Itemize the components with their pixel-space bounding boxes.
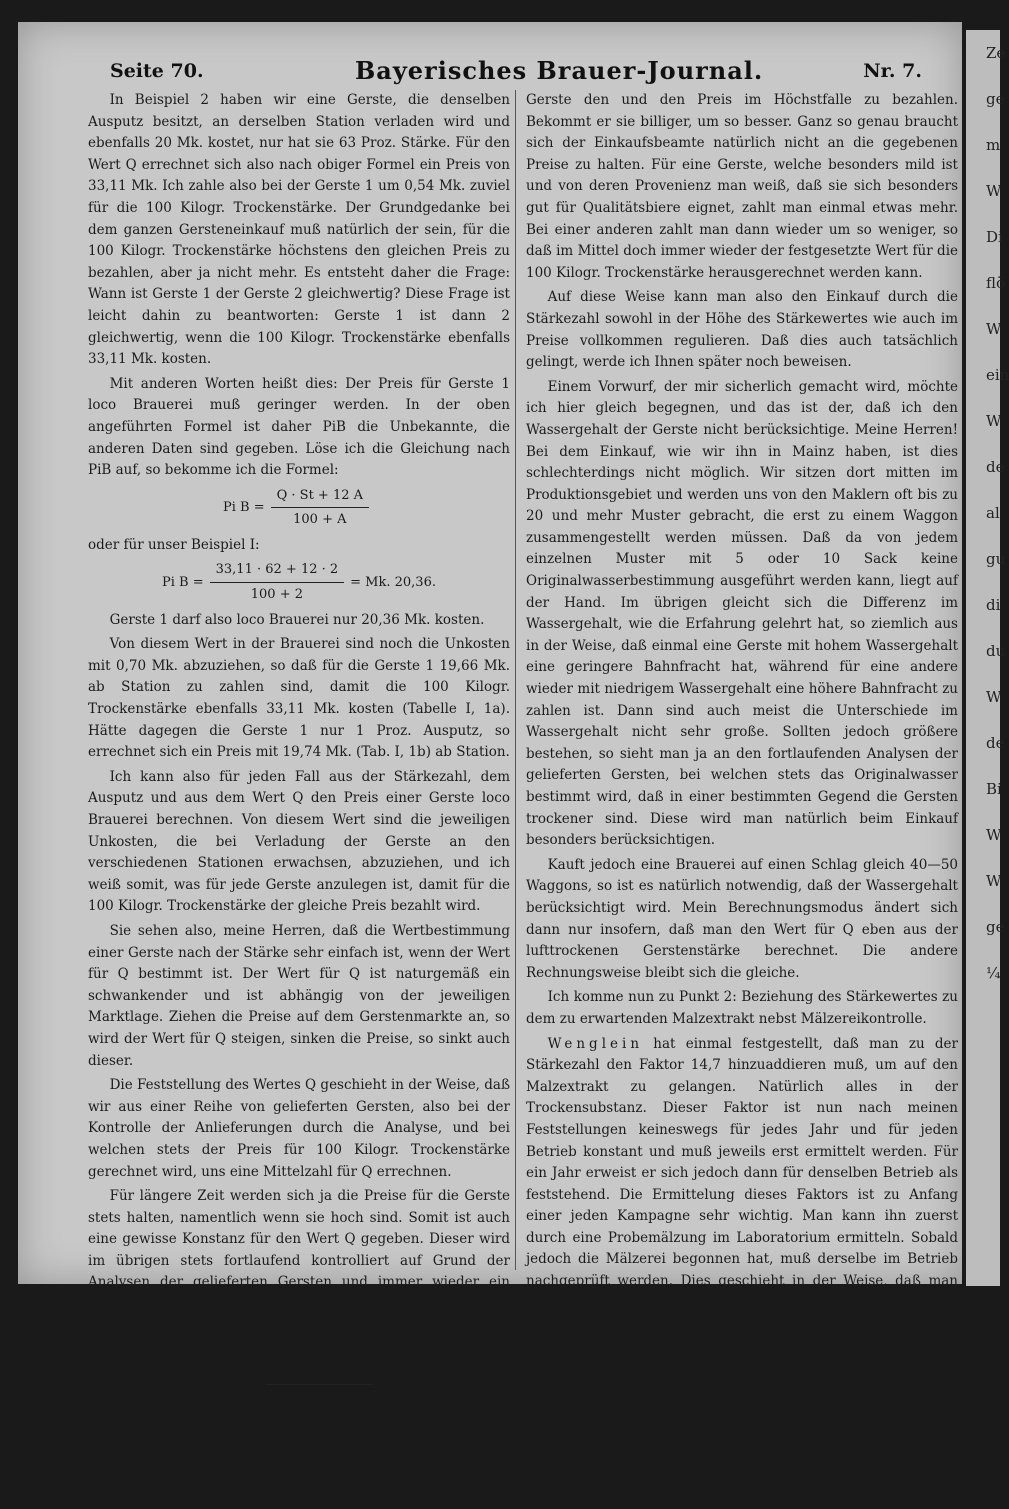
fraction	[210, 559, 345, 605]
paragraph: Der Beamte, welcher mit dem Gersteneinkauf betraut ist, bekommt vom Laboratorium aus die Weisung, für die und die	[88, 1438, 510, 1477]
formula	[88, 1362, 510, 1408]
numerator: 33,11 · 62 + 12 · 2	[210, 559, 345, 583]
paragraph: Ich kann also für jeden Fall aus der Stärkezahl, dem Ausputz und aus dem Wert Q den Preis einer Gerste loco Brauerei berechnen. Von diesem Wert sind die jeweiligen Unkosten, die bei Verladung der Gerste an den verschiedenen Stationen erwachsen, abzuziehen, und ich weiß somit, was für jede Gerste anzulegen ist, damit für die 100 Kilogr. Trockenstärke der gleiche Preis bezahlt wird.	[88, 768, 510, 915]
edge-fragment: de	[986, 734, 1005, 752]
edge-fragment: gu	[986, 550, 1006, 568]
edge-fragment: W	[986, 688, 1002, 706]
formula-lhs: Pi B =	[218, 1377, 261, 1393]
edge-fragment: ge	[986, 90, 1005, 108]
paragraph: Auf diese Weise kann man also den Einkauf durch die Stärkezahl sowohl in der Höhe des Stärkewertes wie auch im Preise vollkommen regulieren. Daß dies auch tatsächlich gelingt, werde ich Ihnen später noch beweisen.	[526, 289, 958, 371]
paragraph: In Beispiel 2 haben wir eine Gerste, die denselben Ausputz besitzt, an derselben Station verladen wird und ebenfalls 20 Mk. kostet, nur hat sie 63 Proz. Stärke. Für den Wert Q errechnet sich also nach obiger Formel ein Preis von 33,11 Mk. Ich zahle also bei der Gerste 1 um 0,54 Mk. zuviel für die 100 Kilogr. Trockenstärke. Der Grundgedanke bei dem ganzen Gersteneinkauf muß natürlich der sein, für die 100 Kilogr. Trockenstärke höchstens den gleichen Preis zu bezahlen, aber ja nicht mehr. Es entsteht daher die Frage: Wann ist Gerste 1 der Gerste 2 gleichwertig? Diese Frage ist leicht dahin zu beantworten: Gerste 1 ist dann 2 gleichwertig, wenn die 100 Kilogr. Trockenstärke ebenfalls 33,11 Mk. kosten.	[88, 92, 510, 368]
edge-fragment: W	[986, 826, 1002, 844]
formula	[88, 485, 510, 531]
edge-fragment: Di	[986, 228, 1003, 246]
next-page-edge	[966, 30, 1009, 1286]
paragraph: Von diesem Wert in der Brauerei sind noch die Unkosten mit 0,70 Mk. abzuziehen, so daß für die Gerste 1 19,66 Mk. ab Station zu zahlen sind, damit die 100 Kilogr. Trockenstärke ebenfalls 33,11 Mk. kosten (Tabelle I, 1a). Hätte dagegen die Gerste 1 nur 1 Proz. Ausputz, so errechnet sich ein Preis mit 19,74 Mk. (Tab. I, 1b) ab Station.	[88, 636, 510, 761]
fraction	[266, 1362, 373, 1408]
author-name: Wenglein	[547, 1035, 644, 1052]
paragraph: Mit anderen Worten heißt dies: Der Preis für Gerste 1 loco Brauerei muß geringer werden. In der oben angeführten Formel ist daher PiB die Unbekannte, die anderen Daten sind gegeben. Löse ich die Gleichung nach PiB auf, so bekomme ich die Formel:	[88, 375, 510, 479]
column-divider	[515, 90, 516, 1270]
paragraph: Gerste den und den Preis im Höchstfalle zu bezahlen. Bekommt er sie billiger, um so besser. Ganz so genau braucht sich der Einkaufsbeamte natürlich nicht an die gegebenen Preise zu halten. Für eine Gerste, welche besonders mild ist und von deren Provenienz man weiß, daß sie sich besonders gut für Qualitätsbiere eignet, zahlt man einmal etwas mehr. Bei einer anderen zahlt man dann wieder um so weniger, so daß im Mittel doch immer wieder der festgesetzte Wert für die 100 Kilogr. Trockenstärke herausgerechnet werden kann.	[526, 92, 958, 281]
paragraph: kalkuliert.	[88, 1414, 159, 1431]
edge-fragment: Ze	[986, 44, 1006, 62]
edge-fragment: ein	[986, 366, 1009, 384]
paragraph: oder für unser Beispiel I:	[88, 536, 260, 553]
denominator: 100 + A	[293, 512, 347, 528]
edge-fragment: flö	[986, 274, 1006, 292]
paragraph-text: hat einmal festgestellt, daß man zu der Stärkezahl den Faktor 14,7 hinzuaddieren muß, um auf den Malzextrakt zu gelangen. Natürlich alles in der Trockensubstanz. Dieser Faktor ist nun nach meinen Feststellungen keineswegs für jedes Jahr und für jeden Betrieb konstant und muß jeweils erst ermittelt werden. Für ein Jahr erweist er sich jedoch dann für denselben Betrieb als feststehend. Die Ermittelung dieses Faktors ist zu Anfang einer jeden Kampagne sehr wichtig. Man kann ihn zuerst durch eine Probemälzung im Laboratorium ermitteln. Sobald jedoch die Mälzerei begonnen hat, muß derselbe im Betrieb nachgeprüft werden. Dies geschieht in der Weise, daß man von der einzuweichenden Gerste eine gute Durchschnittsprobe nimmt und von dieser die Stärke bestimmt. Ist das Malz aus dieser Gerste fertig abgedarrt, so nimmt man hiervon wieder eine gute Durchschnittsprobe und stellt hiervon den Malzextrakt fest. Die Differenz zwischen Malzextrakt und Gerstenstärke ist der gesuchte Faktor. So muß man zu Beginn der Mälzerei täglich oder alle zwei Tage diese Erhebungen vornehmen. Es ergibt sich hierbei bald eine bestimmte Gleichmäßigkeit in der Differenz, die nur innerhalb einiger	[526, 1035, 958, 1505]
edge-fragment: al	[986, 504, 1000, 522]
issue-number: Nr. 7.	[863, 60, 922, 82]
edge-fragment: ¼	[986, 964, 1001, 982]
paragraph: Einem Vorwurf, der mir sicherlich gemacht wird, möchte ich hier gleich begegnen, und das ist der, daß ich den Wassergehalt der Gerste nicht berücksichtige. Meine Herren! Bei dem Einkauf, wie wir ihn in Mainz haben, ist dies schlechterdings nicht möglich. Wir sitzen dort mitten im Produktionsgebiet und werden uns von den Maklern oft bis zu 20 und mehr Muster gebracht, die erst zu einem Waggon zusammengestellt werden müssen. Daß da von jedem einzelnen Muster mit 5 oder 10 Sack keine Originalwasserbestimmung ausgeführt werden kann, liegt auf der Hand. Im übrigen gleicht sich die Differenz im Wassergehalt, wie die Erfahrung gelehrt hat, so ziemlich aus in der Weise, daß einmal eine Gerste mit hohem Wassergehalt eine geringere Bahnfracht hat, während für eine andere wieder mit niedrigem Wassergehalt eine höhere Bahnfracht zu zahlen ist. Dann sind auch meist die Unterschiede im Wassergehalt nicht sehr große. Sollten jedoch größere bestehen, so sieht man ja an den fortlaufenden Analysen der gelieferten Gersten, bei welchen stets das Originalwasser bestimmt wird, daß in einer bestimmten Gegend die Gersten trockener sind. Diese wird man natürlich beim Einkauf besonders berücksichtigen.	[526, 378, 958, 849]
edge-fragment: di	[986, 596, 1001, 614]
edge-fragment: W	[986, 412, 1002, 430]
edge-fragment: m	[986, 136, 1001, 154]
denominator: 100 + 2	[250, 587, 304, 603]
numerator: Q · St + 12 A	[271, 485, 369, 509]
edge-fragment: ge	[986, 918, 1005, 936]
edge-fragment: W	[986, 320, 1002, 338]
right-column	[526, 90, 958, 1505]
paragraph: Für längere Zeit werden sich ja die Preise für die Gerste stets halten, namentlich wenn sie hoch sind. Somit ist auch eine gewisse Konstanz für den Wert Q gegeben. Dieser wird im übrigen stets fortlaufend kontrolliert auf Grund der Analysen der gelieferten Gersten und immer wieder ein Mittelwert berechnet. Diese Mittelzahl wird als zunächst feststehend angenommen und mit dieser die Kaufmuster nach ihrem Stärkewert und Ausputz nach der Formel:	[88, 1188, 510, 1356]
edge-fragment: du	[986, 642, 1006, 660]
paragraph: Sie sehen also, meine Herren, daß die Wertbestimmung einer Gerste nach der Stärke sehr einfach ist, wenn der Wert für Q bestimmt ist. Der Wert für Q ist naturgemäß ein schwankender und ist abhängig von der jeweiligen Marktlage. Ziehen die Preise auf dem Gerstenmarkte an, so wird der Wert für Q steigen, sinken die Preise, so sinkt auch dieser.	[88, 922, 510, 1069]
edge-fragment: W	[986, 182, 1002, 200]
paragraph: Die Feststellung des Wertes Q geschieht in der Weise, daß wir aus einer Reihe von gelieferten Gersten, also bei der Kontrolle der Anlieferungen durch die Analyse, und bei welchen stets der Preis für 100 Kilogr. Trockenstärke gerechnet wird, uns eine Mittelzahl für Q errechnen.	[88, 1077, 510, 1180]
formula-result: = Mk. 20,36.	[350, 574, 436, 590]
paragraph: Gerste 1 darf also loco Brauerei nur 20,36 Mk. kosten.	[109, 611, 485, 628]
edge-fragment: W	[986, 872, 1002, 890]
paragraph: Ich komme nun zu Punkt 2: Beziehung des Stärkewertes zu dem zu erwartenden Malzextrakt nebst Mälzereikontrolle.	[526, 989, 958, 1027]
formula-lhs: Pi B =	[222, 499, 265, 515]
formula-lhs: Pi B =	[162, 574, 204, 590]
formula	[88, 559, 510, 605]
page-number: Seite 70.	[110, 60, 204, 82]
numerator: St · Q + 12 · A	[266, 1362, 373, 1386]
fraction	[271, 485, 369, 531]
journal-title: Bayerisches Brauer-Journal.	[355, 56, 764, 85]
page-header	[110, 56, 942, 90]
denominator: 100 + A	[293, 1389, 347, 1405]
edge-fragment: de	[986, 458, 1005, 476]
paragraph: Kauft jedoch eine Brauerei auf einen Schlag gleich 40—50 Waggons, so ist es natürlich notwendig, daß der Wassergehalt berücksichtigt wird. Mein Berechnungsmodus ändert sich dann nur insofern, daß man den Wert für Q eben aus der lufttrockenen Gerstenstärke berechnet. Die andere Rechnungsweise bleibt sich die gleiche.	[526, 856, 958, 981]
paragraph	[526, 1034, 958, 1509]
edge-fragment: Bi	[986, 780, 1002, 798]
